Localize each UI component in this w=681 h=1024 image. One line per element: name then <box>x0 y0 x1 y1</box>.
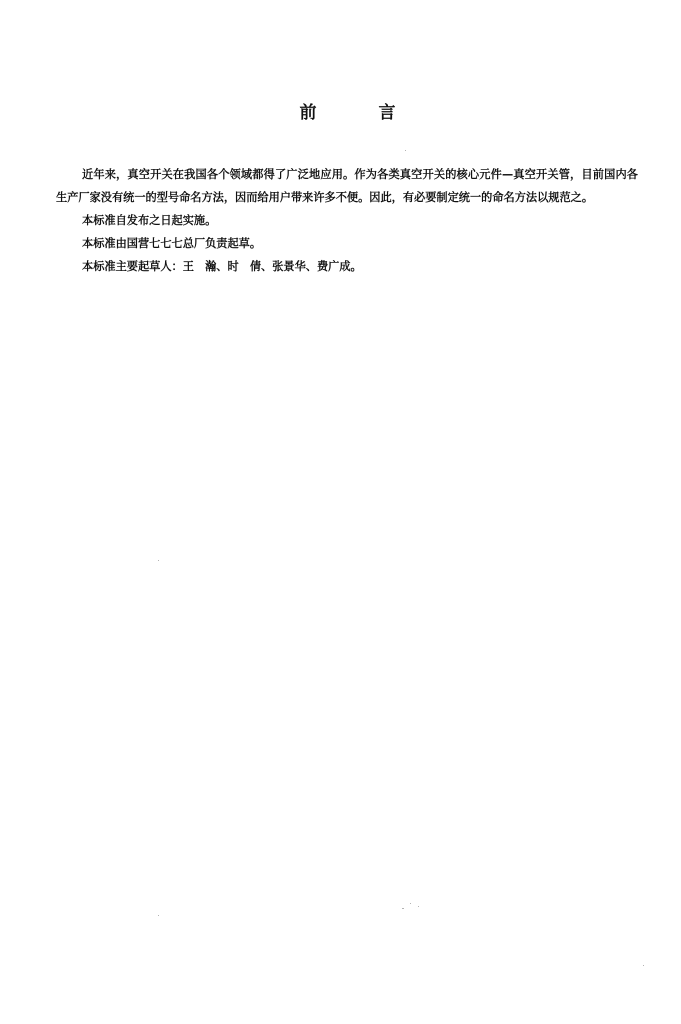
scan-speck <box>158 915 159 916</box>
paragraph-drafters: 本标准主要起草人：王 瀚、时 倩、张景华、费广成。 <box>82 260 362 273</box>
scan-speck <box>402 908 404 909</box>
title-char-left: 前 <box>299 103 317 123</box>
paragraph-drafting-unit: 本标准由国营七七七总厂负责起草。 <box>82 237 262 250</box>
scan-speck <box>405 150 406 151</box>
foreword-body <box>56 163 638 278</box>
scan-speck <box>643 965 644 966</box>
scan-speck <box>158 560 159 561</box>
paragraph-effective-date: 本标准自发布之日起实施。 <box>82 214 217 227</box>
page-title <box>0 98 681 123</box>
title-char-right: 言 <box>378 103 396 123</box>
scan-speck <box>418 906 419 907</box>
paragraph-intro: 近年来，真空开关在我国各个领域都得了广泛地应用。作为各类真空开关的核心元件—真空开关管，目前国内各生产厂家没有统一的型号命名方法，因而给用户带来许多不便。因此，有必要制定统一的命名方法以规范之。 <box>56 168 638 204</box>
scan-speck <box>410 903 411 904</box>
